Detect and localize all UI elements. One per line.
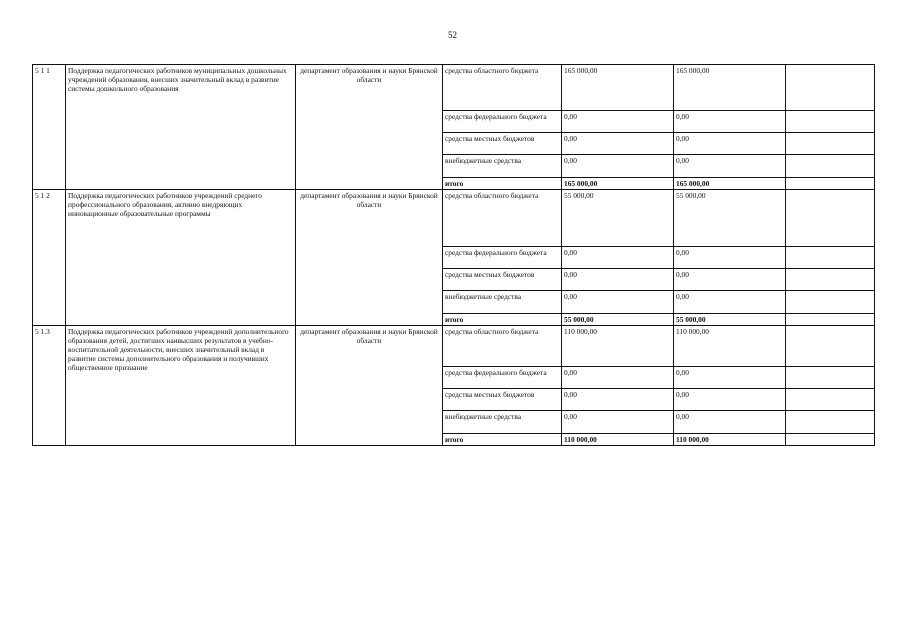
extra-cell: [786, 65, 875, 111]
extra-cell: [786, 247, 875, 269]
budget-table: [32, 64, 875, 446]
amount-value: 0,00: [562, 133, 674, 155]
amount-value: 0,00: [562, 247, 674, 269]
total-value: 165 000,00: [674, 178, 786, 190]
amount-value: 0,00: [674, 111, 786, 133]
extra-cell: [786, 411, 875, 434]
funding-source: средства федерального бюджета: [443, 247, 562, 269]
amount-value: 0,00: [562, 291, 674, 314]
item-name: Поддержка педагогических работников учреждений среднего профессионального образования, активно внедряющих инновационные образовательные программы: [66, 190, 296, 326]
total-label: итого: [443, 314, 562, 326]
funding-source: внебюджетные средства: [443, 411, 562, 434]
funding-source: средства местных бюджетов: [443, 269, 562, 291]
total-value: 165 000,00: [562, 178, 674, 190]
item-executor: департамент образования и науки Брянской области: [296, 65, 443, 190]
item-number: 5 1.3: [33, 326, 66, 446]
amount-value: 0,00: [562, 269, 674, 291]
amount-value: 0,00: [562, 155, 674, 178]
funding-source: внебюджетные средства: [443, 291, 562, 314]
funding-source: средства областного бюджета: [443, 190, 562, 247]
amount-value: 110 000,00: [562, 326, 674, 367]
extra-cell: [786, 155, 875, 178]
extra-cell: [786, 190, 875, 247]
extra-cell: [786, 389, 875, 411]
amount-value: 55 000,00: [674, 190, 786, 247]
amount-value: 0,00: [562, 389, 674, 411]
table-row: [33, 190, 875, 247]
extra-cell: [786, 314, 875, 326]
amount-value: 165 000,00: [562, 65, 674, 111]
extra-cell: [786, 178, 875, 190]
amount-value: 0,00: [562, 111, 674, 133]
funding-source: средства областного бюджета: [443, 326, 562, 367]
extra-cell: [786, 434, 875, 446]
extra-cell: [786, 326, 875, 367]
amount-value: 0,00: [674, 367, 786, 389]
amount-value: 0,00: [562, 411, 674, 434]
item-name: Поддержка педагогических работников муниципальных дошкольных учреждений образования, внесших значительный вклад в развитие системы дошкольного образования: [66, 65, 296, 190]
item-name: Поддержка педагогических работников учреждений дополнительного образования детей, достигших наивысших результатов в учебно-воспитательной деятельности, внесших значительный вклад в развитие системы дополнительного образования и получивших общественное признание: [66, 326, 296, 446]
total-value: 55 000,00: [674, 314, 786, 326]
amount-value: 0,00: [674, 291, 786, 314]
item-number: 5 1 1: [33, 65, 66, 190]
extra-cell: [786, 133, 875, 155]
amount-value: 0,00: [562, 367, 674, 389]
amount-value: 0,00: [674, 389, 786, 411]
funding-source: средства областного бюджета: [443, 65, 562, 111]
total-value: 110 000,00: [674, 434, 786, 446]
total-value: 55 000,00: [562, 314, 674, 326]
amount-value: 0,00: [674, 411, 786, 434]
funding-source: средства местных бюджетов: [443, 133, 562, 155]
item-executor: департамент образования и науки Брянской области: [296, 326, 443, 446]
funding-source: внебюджетные средства: [443, 155, 562, 178]
amount-value: 0,00: [674, 247, 786, 269]
amount-value: 110 000,00: [674, 326, 786, 367]
funding-source: средства местных бюджетов: [443, 389, 562, 411]
amount-value: 55 000,00: [562, 190, 674, 247]
extra-cell: [786, 367, 875, 389]
amount-value: 165 000,00: [674, 65, 786, 111]
table-row: [33, 326, 875, 367]
amount-value: 0,00: [674, 269, 786, 291]
extra-cell: [786, 269, 875, 291]
extra-cell: [786, 291, 875, 314]
total-value: 110 000,00: [562, 434, 674, 446]
funding-source: средства федерального бюджета: [443, 367, 562, 389]
amount-value: 0,00: [674, 155, 786, 178]
page-number: 52: [448, 30, 457, 40]
total-label: итого: [443, 178, 562, 190]
item-number: 5 1 2: [33, 190, 66, 326]
item-executor: департамент образования и науки Брянской области: [296, 190, 443, 326]
table-row: [33, 65, 875, 111]
total-label: итого: [443, 434, 562, 446]
funding-source: средства федерального бюджета: [443, 111, 562, 133]
extra-cell: [786, 111, 875, 133]
amount-value: 0,00: [674, 133, 786, 155]
